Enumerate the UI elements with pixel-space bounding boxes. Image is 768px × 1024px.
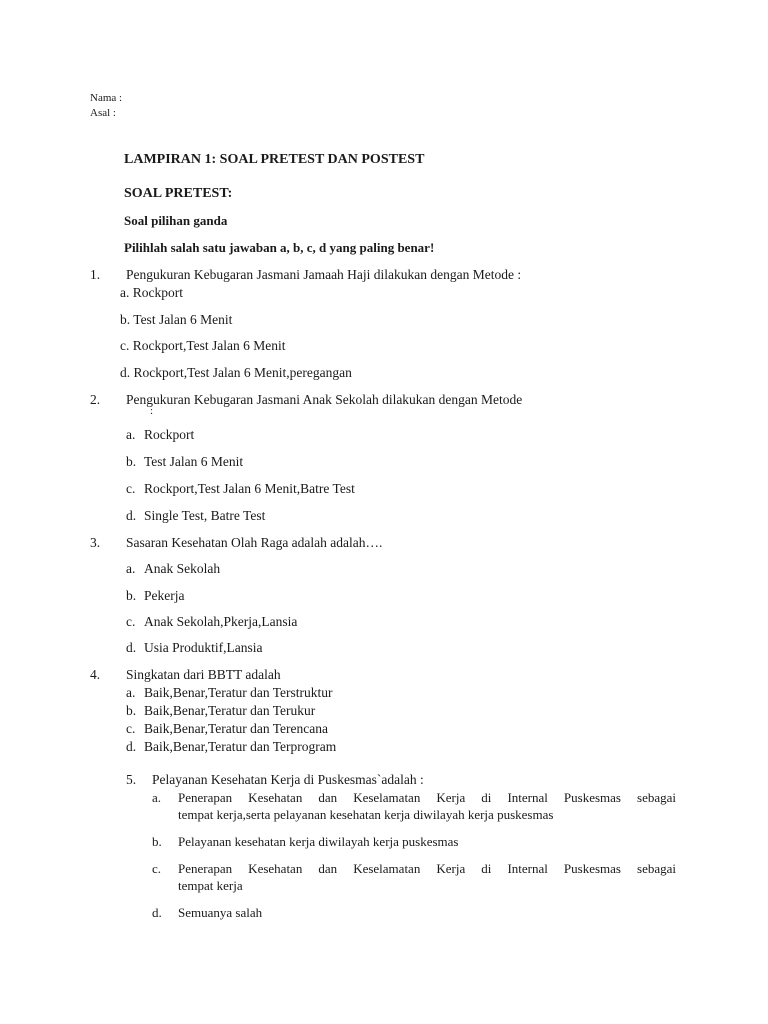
option-letter: b. <box>126 454 137 469</box>
option-text: Pelayanan kesehatan kerja diwilayah kerja puskesmas <box>178 834 459 849</box>
option-text: Test Jalan 6 Menit <box>144 454 244 469</box>
option-letter: d. <box>120 365 131 380</box>
option-text: Rockport <box>144 427 195 442</box>
question-number: 5. <box>126 772 137 787</box>
option-text: Baik,Benar,Teratur dan Terukur <box>144 703 316 718</box>
option-letter: a. <box>126 685 136 700</box>
option-text: Penerapan Kesehatan dan Keselamatan Kerja di Internal Puskesmas sebagai <box>178 861 676 876</box>
option-text: Single Test, Batre Test <box>144 508 266 523</box>
option-letter: b. <box>126 588 137 603</box>
option-letter: b. <box>152 834 162 849</box>
option-letter: c. <box>152 861 162 876</box>
question-text: Singkatan dari BBTT adalah <box>126 667 281 682</box>
option-letter: c. <box>126 481 136 496</box>
option-text: Usia Produktif,Lansia <box>144 640 263 655</box>
answer-option <box>120 312 232 328</box>
option-letter: d. <box>126 640 137 655</box>
instruction-text: Pilihlah salah satu jawaban a, b, c, d yang paling benar! <box>124 240 435 255</box>
question-text: Pelayanan Kesehatan Kerja di Puskesmas`adalah : <box>152 772 424 787</box>
question-text: Pengukuran Kebugaran Jasmani Jamaah Haji dilakukan dengan Metode : <box>126 267 522 282</box>
question-text: Pengukuran Kebugaran Jasmani Anak Sekolah dilakukan dengan Metode <box>126 392 523 407</box>
option-text: Semuanya salah <box>178 905 263 920</box>
option-letter: d. <box>152 905 162 920</box>
option-text: Baik,Benar,Teratur dan Terstruktur <box>144 685 333 700</box>
answer-option <box>120 338 286 354</box>
option-letter: a. <box>152 790 162 805</box>
subsection-heading: Soal pilihan ganda <box>124 213 228 228</box>
option-text: Rockport <box>132 285 183 300</box>
option-text: Test Jalan 6 Menit <box>133 312 233 327</box>
option-letter: a. <box>126 427 136 442</box>
option-text-continuation: tempat kerja,serta pelayanan kesehatan kerja diwilayah kerja puskesmas <box>178 807 554 822</box>
question-text-continuation: : <box>150 405 154 417</box>
option-letter: c. <box>126 721 136 736</box>
option-text: Penerapan Kesehatan dan Keselamatan Kerja di Internal Puskesmas sebagai <box>178 790 676 805</box>
answer-option <box>120 285 183 301</box>
name-label: Nama : <box>90 92 123 104</box>
origin-label: Asal : <box>90 107 116 119</box>
option-letter: a. <box>120 285 130 300</box>
option-text: Baik,Benar,Teratur dan Terencana <box>144 721 328 736</box>
question-number: 2. <box>90 392 101 407</box>
question-number: 4. <box>90 667 101 682</box>
option-text: Baik,Benar,Teratur dan Terprogram <box>144 739 337 754</box>
option-text: Rockport,Test Jalan 6 Menit,Batre Test <box>144 481 355 496</box>
option-text: Rockport,Test Jalan 6 Menit <box>132 338 286 353</box>
option-text: Anak Sekolah <box>144 561 221 576</box>
option-letter: d. <box>126 508 137 523</box>
option-letter: a. <box>126 561 136 576</box>
option-letter: d. <box>126 739 137 754</box>
answer-option <box>120 365 352 381</box>
section-heading: SOAL PRETEST: <box>124 186 233 201</box>
question-text: Sasaran Kesehatan Olah Raga adalah adalah…. <box>126 535 383 550</box>
document-title: LAMPIRAN 1: SOAL PRETEST DAN POSTEST <box>124 152 425 167</box>
option-letter: c. <box>120 338 130 353</box>
option-letter: b. <box>120 312 131 327</box>
option-text-continuation: tempat kerja <box>178 878 243 893</box>
question-number: 1. <box>90 267 101 282</box>
question-number: 3. <box>90 535 101 550</box>
option-text: Anak Sekolah,Pkerja,Lansia <box>144 614 298 629</box>
option-letter: c. <box>126 614 136 629</box>
option-letter: b. <box>126 703 137 718</box>
option-text: Pekerja <box>144 588 185 603</box>
option-text: Rockport,Test Jalan 6 Menit,peregangan <box>133 365 352 380</box>
